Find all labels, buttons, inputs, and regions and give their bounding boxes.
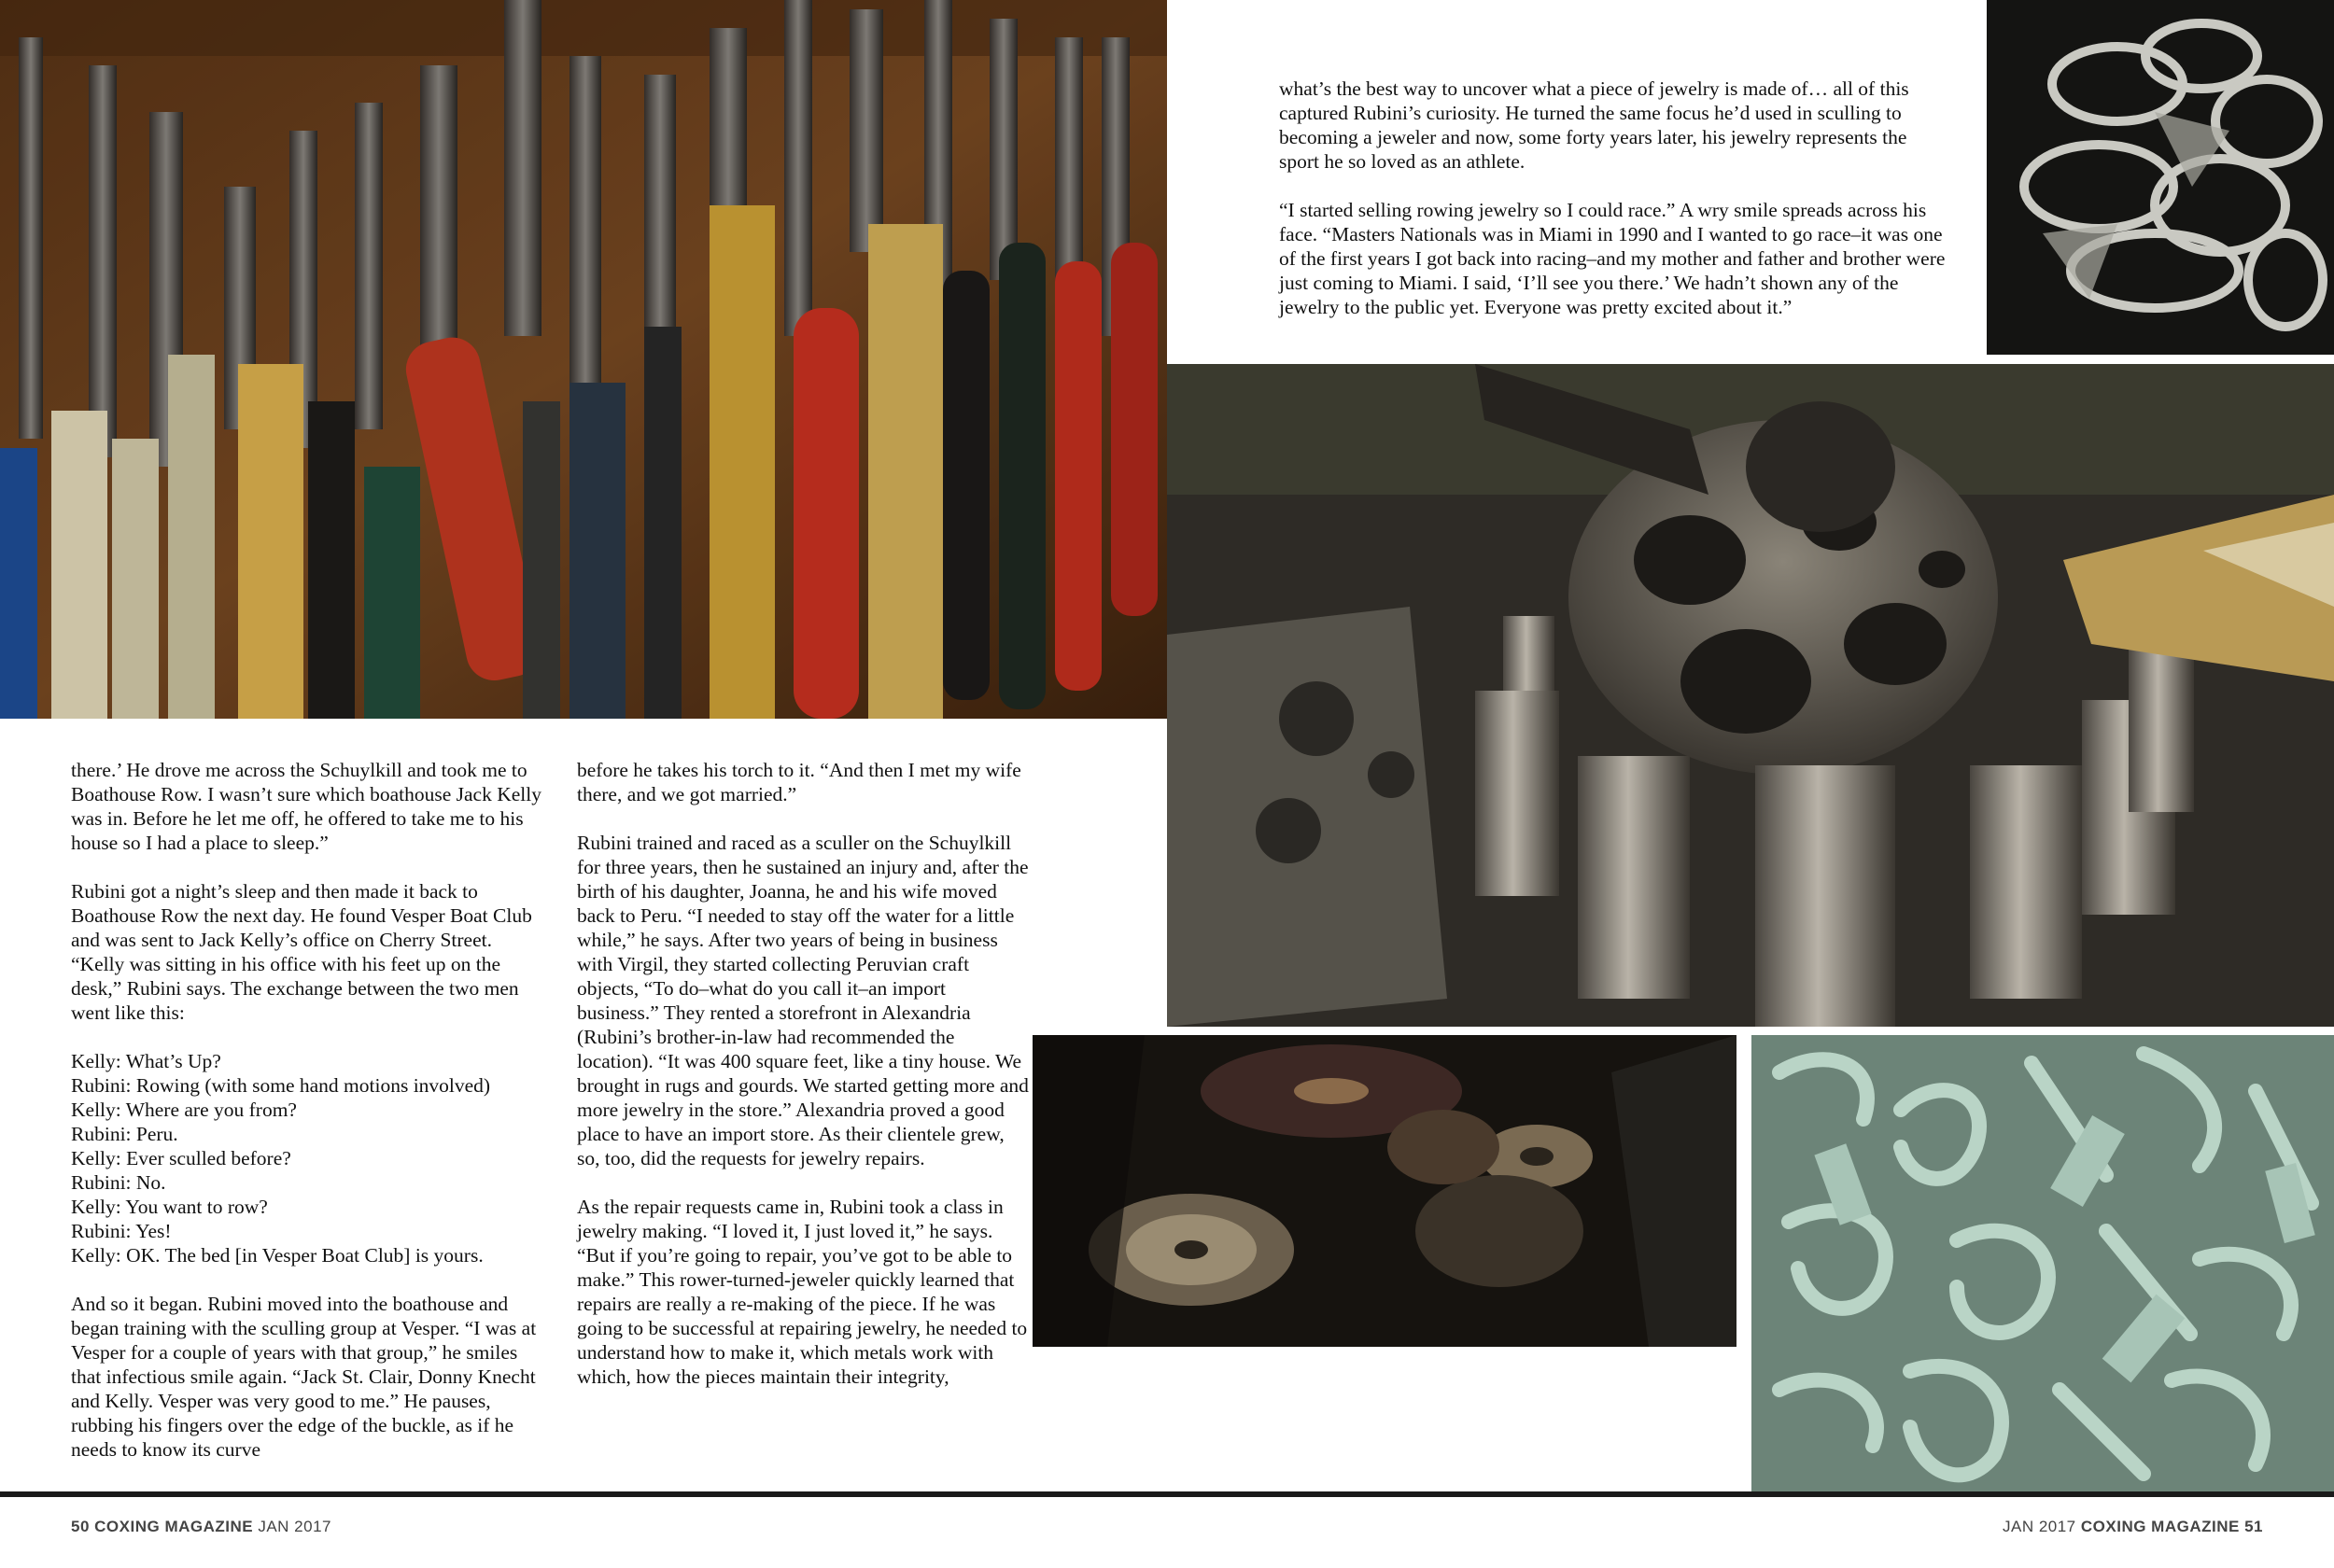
dialogue-line: Rubini: No.	[71, 1171, 166, 1194]
dialogue-line: Rubini: Rowing (with some hand motions involved)	[71, 1074, 491, 1097]
polishing-wheels-photo	[1033, 1035, 1736, 1347]
dialogue-line: Kelly: Where are you from?	[71, 1099, 297, 1121]
left-magazine-name: COXING MAGAZINE	[94, 1518, 254, 1535]
top-right-paragraph-1: what’s the best way to uncover what a piece of jewelry is made of… all of this captured Rubini’s curiosity. He turned the same focus he’d used in sculling to becoming a jeweler and now, some forty years later, his jewelry represents the sport he so loved as an athlete.	[1279, 77, 1909, 173]
left-folio	[71, 1518, 331, 1536]
dialogue-line: Rubini: Yes!	[71, 1220, 172, 1242]
left-paragraph-1: there.’ He drove me across the Schuylkill and took me to Boathouse Row. I wasn’t sure which boathouse Jack Kelly was in. Before he let me off, he offered to take me to his house so I had a place to sleep.”	[71, 759, 541, 854]
left-issue-date: JAN 2017	[258, 1518, 332, 1535]
middle-paragraph-2: Rubini trained and raced as a sculler on the Schuylkill for three years, then he sustained an injury and, after the birth of his daughter, Joanna, he and his wife moved back to Peru. “I needed to stay off the water for a little while,” he says. After two years of being in business with Virgil, they started collecting Peruvian craft objects, “To do–what do you call it–an import business.” They rented a storefront in Alexandria (Rubini’s brother-in-law had recommended the location). “It was 400 square feet, like a tiny house. We brought in rugs and gourds. We started getting more and more jewelry in the store.” Alexandria proved a good place to have an import store. As their clientele grew, so, too, did the requests for jewelry repairs.	[577, 832, 1029, 1169]
middle-paragraph-1: before he takes his torch to it. “And then I met my wife there, and we got married.”	[577, 759, 1021, 805]
footer-rule	[0, 1491, 2334, 1497]
silver-jewelry-photo	[1987, 0, 2334, 355]
left-text-column	[71, 758, 549, 1462]
dialogue-line: Kelly: What’s Up?	[71, 1050, 221, 1072]
top-right-text-column	[1279, 77, 1951, 319]
left-paragraph-2: Rubini got a night’s sleep and then made it back to Boathouse Row the next day. He found Vesper Boat Club and was sent to Jack Kelly’s office on Cherry Street. “Kelly was sitting in his office with his feet up on the desk,” Rubini says. The exchange between the two men went like this:	[71, 880, 532, 1024]
dialogue-line: Kelly: You want to row?	[71, 1196, 268, 1218]
dialogue-line: Kelly: OK. The bed [in Vesper Boat Club] is yours.	[71, 1244, 484, 1267]
right-page-number: 51	[2244, 1518, 2263, 1535]
left-paragraph-3: And so it began. Rubini moved into the boathouse and began training with the sculling group at Vesper. “I was at Vesper for a couple of years with that group,” he smiles that infectious smile again. “Jack St. Clair, Donny Knecht and Kelly. Vesper was very good to me.” He pauses, rubbing his fingers over the edge of the buckle, as if he needs to know its curve	[71, 1293, 537, 1461]
left-page-number: 50	[71, 1518, 90, 1535]
right-folio	[2003, 1518, 2263, 1536]
tools-photo	[0, 0, 1167, 719]
middle-paragraph-3: As the repair requests came in, Rubini took a class in jewelry making. “I loved it, I just loved it,” he says. “But if you’re going to repair, you’ve got to be able to make.” This rower-turned-jeweler quickly learned that repairs are really a re-making of the piece. If he was going to be successful at repairing jewelry, he needed to understand how to make it, which metals work with which, how the pieces maintain their integrity,	[577, 1196, 1028, 1388]
dialogue-block	[71, 1049, 549, 1267]
right-issue-date: JAN 2017	[2002, 1518, 2076, 1535]
oar-charms-photo	[1751, 1035, 2334, 1492]
right-magazine-name: COXING MAGAZINE	[2080, 1518, 2240, 1535]
dialogue-line: Rubini: Peru.	[71, 1123, 178, 1145]
middle-text-column	[577, 758, 1031, 1389]
top-right-paragraph-2: “I started selling rowing jewelry so I could race.” A wry smile spreads across his face. “Masters Nationals was in Miami in 1990 and I wanted to go race–it was one of the first years I got back into racing–and my mother and father and brother were just coming to Miami. I said, ‘I’ll see you there.’ We hadn’t shown any of the jewelry to the public yet. Everyone was pretty excited about it.”	[1279, 199, 1946, 318]
dialogue-line: Kelly: Ever sculled before?	[71, 1147, 291, 1169]
dapping-block-photo	[1167, 364, 2334, 1027]
